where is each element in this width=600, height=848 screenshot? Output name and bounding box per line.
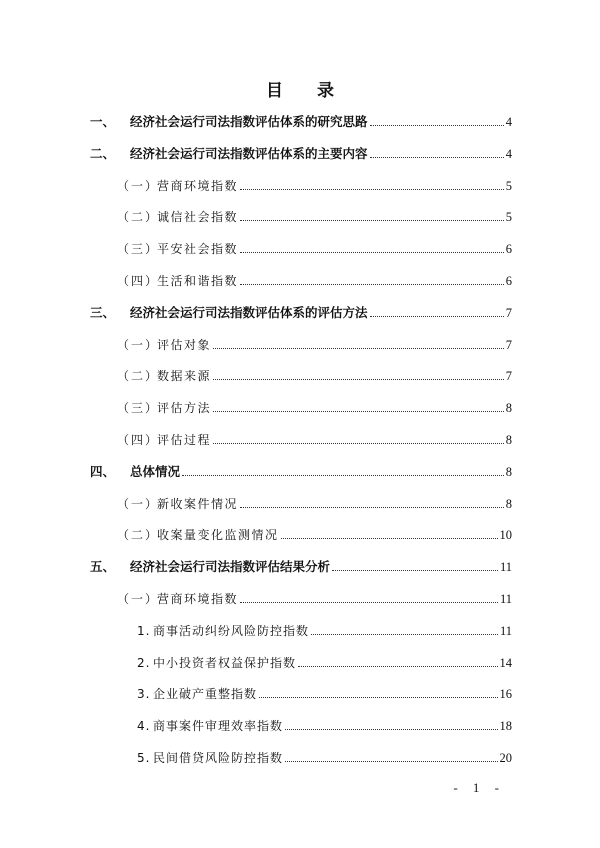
toc-entry-title: 经济社会运行司法指数评估体系的主要内容 bbox=[130, 145, 368, 161]
toc-entry[interactable] bbox=[117, 494, 512, 514]
dot-leader bbox=[213, 379, 504, 380]
toc-entry-title: 生活和谐指数 bbox=[157, 274, 239, 288]
toc-entry-number: （二） bbox=[117, 210, 160, 225]
toc-entry-page: 18 bbox=[499, 719, 512, 734]
dot-leader bbox=[213, 411, 504, 412]
toc-entry-number: 1. bbox=[137, 623, 151, 638]
toc-entry-number: 2. bbox=[137, 655, 151, 670]
toc-entry-title: 民间借贷风险防控指数 bbox=[153, 751, 284, 765]
dot-leader bbox=[259, 697, 497, 698]
dot-leader bbox=[285, 761, 497, 762]
toc-entry-page: 6 bbox=[505, 242, 512, 257]
dot-leader bbox=[240, 220, 504, 221]
toc-entry-page: 14 bbox=[499, 655, 512, 670]
toc-entry-title: 经济社会运行司法指数评估结果分析 bbox=[130, 559, 331, 575]
page-number: - 1 - bbox=[453, 780, 505, 795]
toc-entry[interactable] bbox=[90, 557, 512, 577]
toc-entry-number: （四） bbox=[117, 433, 160, 447]
dot-leader bbox=[285, 729, 497, 730]
toc-entry[interactable] bbox=[117, 366, 512, 386]
toc-entry-page: 7 bbox=[505, 369, 512, 384]
toc-entry-title: 平安社会指数 bbox=[157, 242, 239, 257]
toc-entry-page: 11 bbox=[499, 560, 512, 575]
dot-leader bbox=[332, 570, 498, 571]
toc-entry[interactable] bbox=[90, 462, 512, 482]
dot-leader bbox=[182, 475, 504, 476]
toc-entry[interactable] bbox=[117, 207, 512, 227]
toc-entry-page: 5 bbox=[505, 178, 512, 193]
toc-entry-page: 8 bbox=[505, 496, 512, 511]
dot-leader bbox=[370, 125, 504, 126]
toc-entry-number: （四） bbox=[117, 274, 160, 288]
toc-entry[interactable] bbox=[117, 589, 512, 609]
toc-entry-number: （三） bbox=[117, 242, 160, 257]
dot-leader bbox=[240, 284, 504, 285]
toc-entry-page: 6 bbox=[505, 274, 512, 288]
toc-entry-page: 4 bbox=[505, 146, 512, 161]
toc-entry[interactable] bbox=[90, 144, 512, 164]
toc-entry-title: 数据来源 bbox=[157, 369, 212, 384]
toc-entry-number: （一） bbox=[117, 496, 160, 511]
toc-entry-number: 四、 bbox=[90, 463, 116, 479]
toc-entry[interactable] bbox=[117, 398, 512, 418]
dot-leader bbox=[370, 316, 504, 317]
toc-entry-page: 16 bbox=[499, 687, 512, 702]
toc-entry[interactable] bbox=[90, 112, 512, 132]
toc-entry[interactable] bbox=[117, 176, 512, 196]
toc-entry-number: 三、 bbox=[90, 304, 116, 320]
toc-entry-title: 商事案件审理效率指数 bbox=[153, 719, 284, 734]
toc-entry-number: （二） bbox=[117, 528, 160, 543]
toc-entry-number: 3. bbox=[137, 687, 151, 702]
page-title: 目 录 bbox=[266, 81, 348, 101]
toc-entry-page: 7 bbox=[505, 337, 512, 352]
toc-entry-page: 5 bbox=[505, 210, 512, 225]
dot-leader bbox=[311, 634, 498, 635]
toc-entry[interactable] bbox=[117, 271, 512, 291]
toc-entry-number: （三） bbox=[117, 401, 160, 416]
toc-entry-page: 8 bbox=[505, 401, 512, 416]
toc-entry-number: （二） bbox=[117, 369, 160, 384]
toc-entry[interactable] bbox=[117, 430, 512, 450]
toc-entry-title: 评估对象 bbox=[157, 337, 212, 352]
toc-entry-title: 评估过程 bbox=[157, 433, 212, 447]
toc-entry-title: 新收案件情况 bbox=[157, 496, 239, 511]
toc-entry-title: 营商环境指数 bbox=[157, 178, 239, 193]
toc-entry[interactable] bbox=[117, 525, 512, 545]
dot-leader bbox=[370, 157, 504, 158]
toc-entry[interactable] bbox=[137, 716, 512, 736]
toc-entry[interactable] bbox=[117, 239, 512, 259]
toc-entry-title: 商事活动纠纷风险防控指数 bbox=[153, 623, 310, 638]
toc-entry-number: 一、 bbox=[90, 114, 116, 129]
toc-entry[interactable] bbox=[137, 684, 512, 704]
toc-entry-page: 4 bbox=[505, 115, 512, 129]
toc-entry[interactable] bbox=[117, 335, 512, 355]
toc-entry[interactable] bbox=[137, 621, 512, 641]
dot-leader bbox=[281, 538, 498, 539]
dot-leader bbox=[240, 507, 504, 508]
toc-entry-title: 营商环境指数 bbox=[157, 592, 239, 606]
toc-entry-page: 10 bbox=[499, 528, 512, 543]
toc-entry-title: 中小投资者权益保护指数 bbox=[153, 655, 297, 670]
dot-leader bbox=[298, 666, 497, 667]
toc-entry-page: 20 bbox=[499, 751, 512, 765]
toc-entry-number: （一） bbox=[117, 592, 160, 606]
toc-entry-number: 五、 bbox=[90, 559, 116, 575]
toc-entry-page: 11 bbox=[499, 592, 512, 606]
toc-entry[interactable] bbox=[137, 748, 512, 768]
dot-leader bbox=[240, 189, 504, 190]
toc-entry-number: 4. bbox=[137, 719, 151, 734]
toc-entry-number: 5. bbox=[137, 751, 151, 765]
toc-entry-number: （一） bbox=[117, 337, 160, 352]
toc-entry-page: 8 bbox=[505, 433, 512, 447]
dot-leader bbox=[213, 443, 504, 444]
toc-entry-title: 诚信社会指数 bbox=[157, 210, 239, 225]
toc-entry[interactable] bbox=[137, 653, 512, 673]
toc-entry-title: 企业破产重整指数 bbox=[153, 687, 258, 702]
toc-entry-title: 收案量变化监测情况 bbox=[157, 528, 279, 543]
dot-leader bbox=[240, 602, 498, 603]
toc-entry-title: 经济社会运行司法指数评估体系的研究思路 bbox=[130, 114, 368, 129]
toc-entry-number: 二、 bbox=[90, 145, 116, 161]
dot-leader bbox=[240, 252, 504, 253]
toc-entry-title: 总体情况 bbox=[130, 463, 181, 479]
toc-entry[interactable] bbox=[90, 303, 512, 323]
dot-leader bbox=[213, 348, 504, 349]
toc-entry-title: 经济社会运行司法指数评估体系的评估方法 bbox=[130, 304, 368, 320]
toc-entry-page: 7 bbox=[505, 305, 512, 320]
toc-entry-title: 评估方法 bbox=[157, 401, 212, 416]
toc-entry-page: 8 bbox=[505, 464, 512, 479]
toc-entry-number: （一） bbox=[117, 178, 160, 193]
toc-entry-page: 11 bbox=[499, 623, 512, 638]
